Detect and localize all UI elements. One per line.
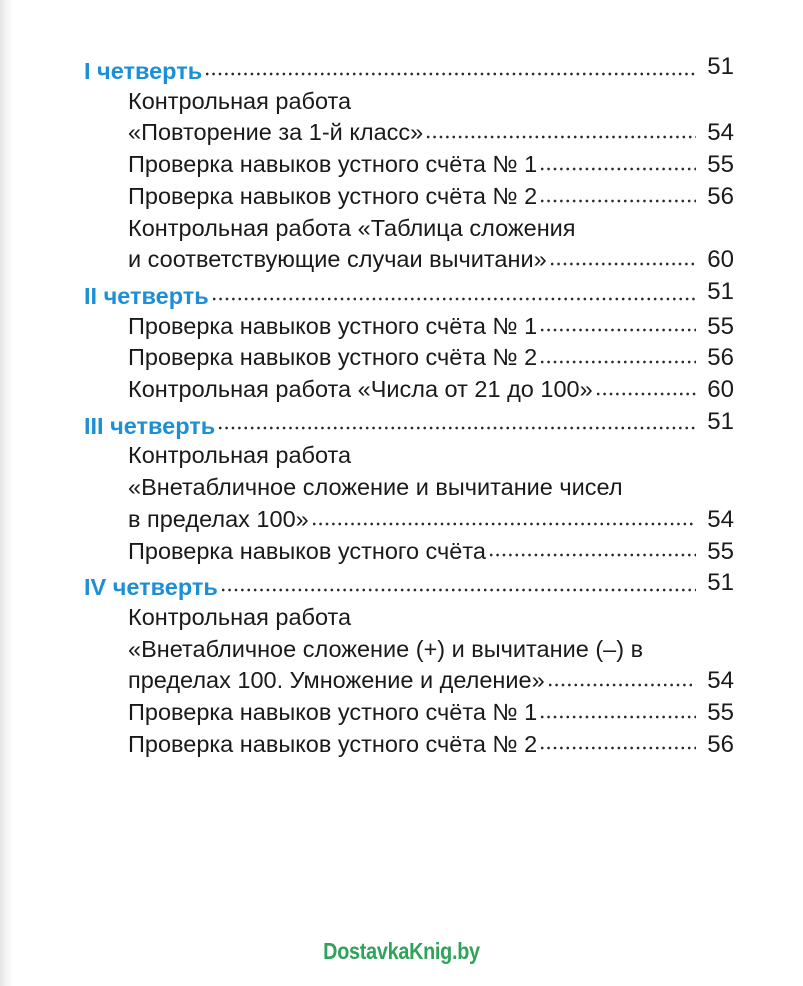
- entry-text: Контрольная работа «Числа от 21 до 100»: [128, 376, 593, 403]
- entry-text: Проверка навыков устного счёта № 1: [128, 699, 538, 726]
- page-number: 55: [707, 537, 734, 565]
- page-number: 55: [707, 151, 734, 179]
- dot-leader: [595, 390, 696, 398]
- dot-leader: [204, 70, 696, 78]
- watermark: DostavkaKnig.by: [323, 938, 480, 964]
- toc-entry-row[interactable]: [84, 149, 734, 181]
- page-number: 55: [707, 699, 734, 727]
- table-of-contents: [84, 54, 734, 763]
- dot-leader: [539, 358, 696, 366]
- dot-leader: [217, 424, 696, 432]
- toc-section: [84, 279, 734, 406]
- entry-text: Контрольная работа «Таблица сложения: [128, 214, 576, 241]
- page-number: 56: [707, 344, 734, 372]
- section-heading-row[interactable]: [84, 279, 734, 311]
- entry-text: Проверка навыков устного счёта: [128, 537, 486, 564]
- entry-text: Контрольная работа: [128, 87, 352, 114]
- dot-leader: [220, 586, 696, 594]
- entry-text: Проверка навыков устного счёта № 1: [128, 312, 538, 339]
- entry-text: Контрольная работа: [128, 442, 352, 469]
- toc-entry-row[interactable]: [84, 697, 734, 729]
- toc-section: [84, 570, 734, 760]
- page-number: 55: [707, 312, 734, 340]
- dot-leader: [211, 295, 696, 303]
- page-number: 54: [707, 119, 734, 147]
- dot-leader: [539, 744, 696, 752]
- section-heading-row[interactable]: [84, 54, 734, 86]
- entry-text: «Повторение за 1-й класс»: [128, 119, 424, 146]
- page-number: 56: [707, 730, 734, 758]
- toc-entry-row[interactable]: [84, 181, 734, 213]
- toc-section: [84, 54, 734, 276]
- entry-text: Проверка навыков устного счёта № 2: [128, 182, 538, 209]
- page-number: 51: [707, 277, 734, 305]
- toc-entry-row[interactable]: [84, 374, 734, 406]
- toc-entry-line: [84, 440, 734, 472]
- page-number: 54: [707, 667, 734, 695]
- toc-entry-row[interactable]: [84, 311, 734, 343]
- toc-entry-row[interactable]: [84, 665, 734, 697]
- toc-entry-row[interactable]: [84, 729, 734, 761]
- dot-leader: [539, 713, 696, 721]
- entry-text: пределах 100. Умножение и деление»: [128, 667, 545, 694]
- section-heading-row[interactable]: [84, 409, 734, 441]
- toc-entry-line: [84, 213, 734, 245]
- entry-text: «Внетабличное сложение (+) и вычитание (–) в: [128, 635, 644, 662]
- toc-entry-line: [84, 602, 734, 634]
- toc-entry-row[interactable]: [84, 536, 734, 568]
- dot-leader: [549, 260, 696, 268]
- page-number: 51: [707, 407, 734, 435]
- toc-entry-line: [84, 634, 734, 666]
- toc-section: [84, 409, 734, 568]
- dot-leader: [425, 133, 696, 141]
- dot-leader: [539, 197, 696, 205]
- entry-text: Проверка навыков устного счёта № 2: [128, 344, 538, 371]
- dot-leader: [539, 165, 696, 173]
- page-number: 56: [707, 182, 734, 210]
- section-heading-row[interactable]: [84, 570, 734, 602]
- toc-entry-row[interactable]: [84, 342, 734, 374]
- toc-entry-line: [84, 86, 734, 118]
- dot-leader: [539, 326, 696, 334]
- section-heading: III четверть: [84, 412, 216, 439]
- section-heading: II четверть: [84, 282, 209, 309]
- page-number: 51: [707, 53, 734, 80]
- toc-entry-line: [84, 472, 734, 504]
- entry-text: и соответствующие случаи вычитани»: [128, 246, 547, 273]
- entry-text: Контрольная работа: [128, 603, 352, 630]
- entry-text: Проверка навыков устного счёта № 1: [128, 151, 538, 178]
- dot-leader: [488, 551, 696, 559]
- toc-entry-row[interactable]: [84, 117, 734, 149]
- entry-text: Проверка навыков устного счёта № 2: [128, 730, 538, 757]
- toc-entry-row[interactable]: [84, 504, 734, 536]
- page-number: 51: [707, 569, 734, 597]
- section-heading: I четверть: [84, 58, 203, 84]
- page-number: 60: [707, 376, 734, 404]
- entry-text: в пределах 100»: [128, 505, 309, 532]
- dot-leader: [547, 681, 696, 689]
- page-number: 60: [707, 246, 734, 274]
- page-number: 54: [707, 505, 734, 533]
- toc-entry-row[interactable]: [84, 244, 734, 276]
- section-heading: IV четверть: [84, 574, 218, 601]
- dot-leader: [311, 520, 696, 528]
- entry-text: «Внетабличное сложение и вычитание чисел: [128, 474, 623, 501]
